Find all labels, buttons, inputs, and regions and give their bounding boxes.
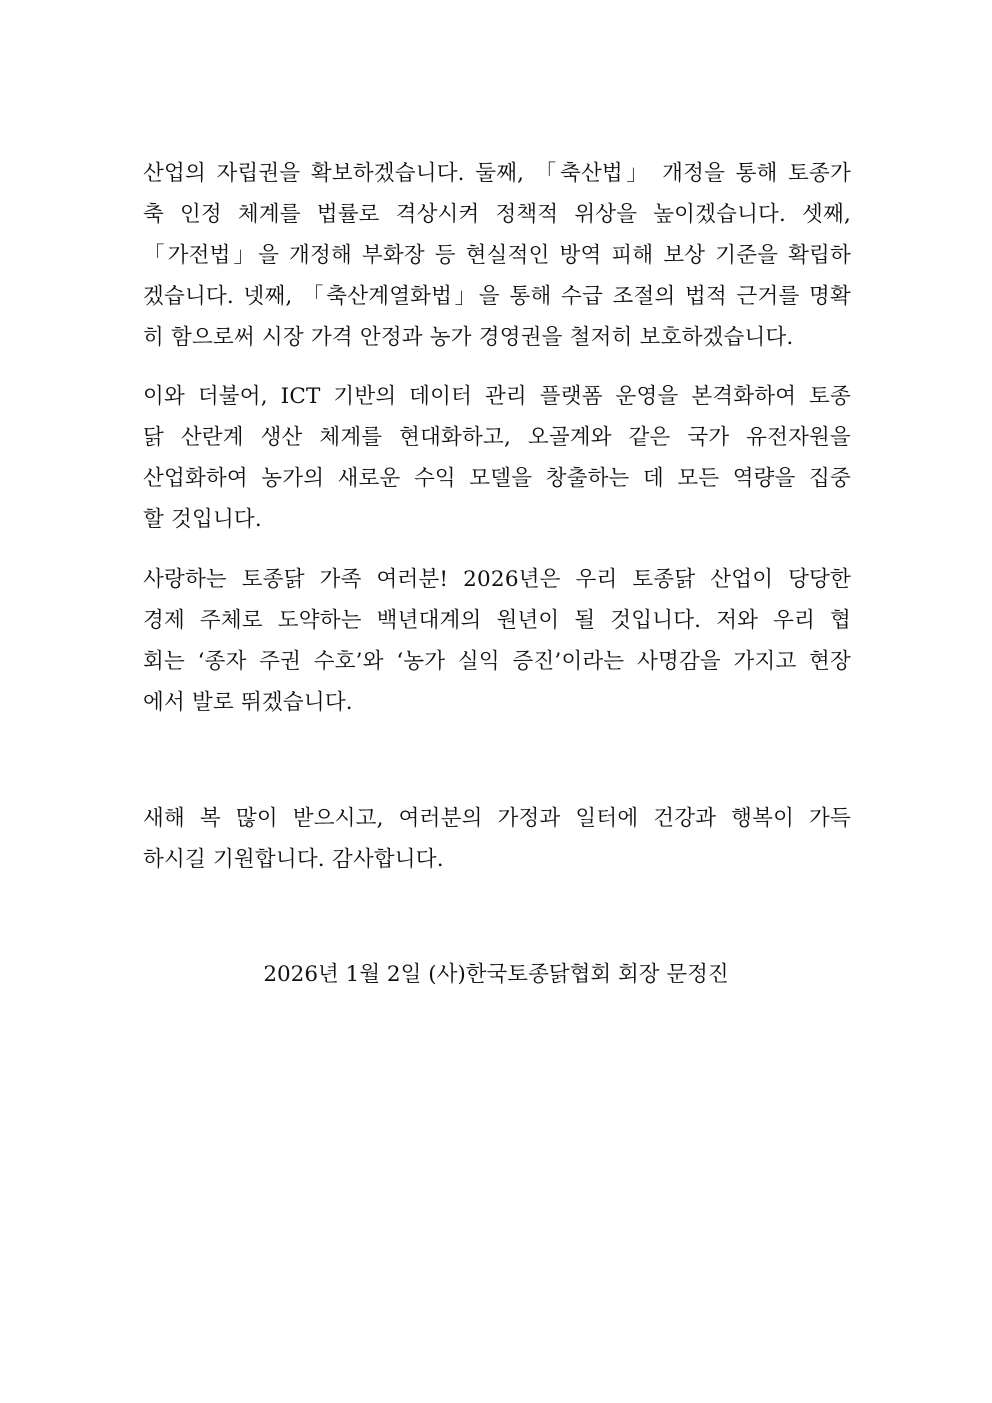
paragraph-legislation <box>143 153 851 358</box>
paragraph-line: 히 함으로써 시장 가격 안정과 농가 경영권을 철저히 보호하겠습니다. <box>143 325 794 350</box>
signature-line: 2026년 1월 2일 (사)한국토종닭협회 회장 문정진 <box>263 962 729 987</box>
paragraph-line: 회는 ‘종자 주권 수호’와 ‘농가 실익 증진’이라는 사명감을 가지고 현장 <box>143 649 851 674</box>
paragraph-line: 새해 복 많이 받으시고, 여러분의 가정과 일터에 건강과 행복이 가득 <box>143 806 851 831</box>
paragraph-line: 하시길 기원합니다. 감사합니다. <box>143 847 444 872</box>
paragraph-line: 산업의 자립권을 확보하겠습니다. 둘째, 「축산법」 개정을 통해 토종가 <box>143 161 851 186</box>
paragraph-line: 경제 주체로 도약하는 백년대계의 원년이 될 것입니다. 저와 우리 협 <box>143 608 851 633</box>
paragraph-line: 산업화하여 농가의 새로운 수익 모델을 창출하는 데 모든 역량을 집중 <box>143 466 851 491</box>
paragraph-line: 겠습니다. 넷째, 「축산계열화법」을 통해 수급 조절의 법적 근거를 명확 <box>143 284 851 309</box>
paragraph-line: 할 것입니다. <box>143 507 262 532</box>
paragraph-line: 축 인정 체계를 법률로 격상시켜 정책적 위상을 높이겠습니다. 셋째, <box>143 202 851 227</box>
paragraph-address-members <box>143 559 851 723</box>
paragraph-new-year-greeting <box>143 798 851 880</box>
paragraph-line: 이와 더불어, ICT 기반의 데이터 관리 플랫폼 운영을 본격화하여 토종 <box>143 384 851 409</box>
paragraph-line: 사랑하는 토종닭 가족 여러분! 2026년은 우리 토종닭 산업이 당당한 <box>143 567 851 592</box>
paragraph-line: 에서 발로 뛰겠습니다. <box>143 690 353 715</box>
paragraph-line: 「가전법」을 개정해 부화장 등 현실적인 방역 피해 보상 기준을 확립하 <box>143 243 851 268</box>
paragraph-ict-platform <box>143 376 851 540</box>
paragraph-line: 닭 산란계 생산 체계를 현대화하고, 오골계와 같은 국가 유전자원을 <box>143 425 851 450</box>
